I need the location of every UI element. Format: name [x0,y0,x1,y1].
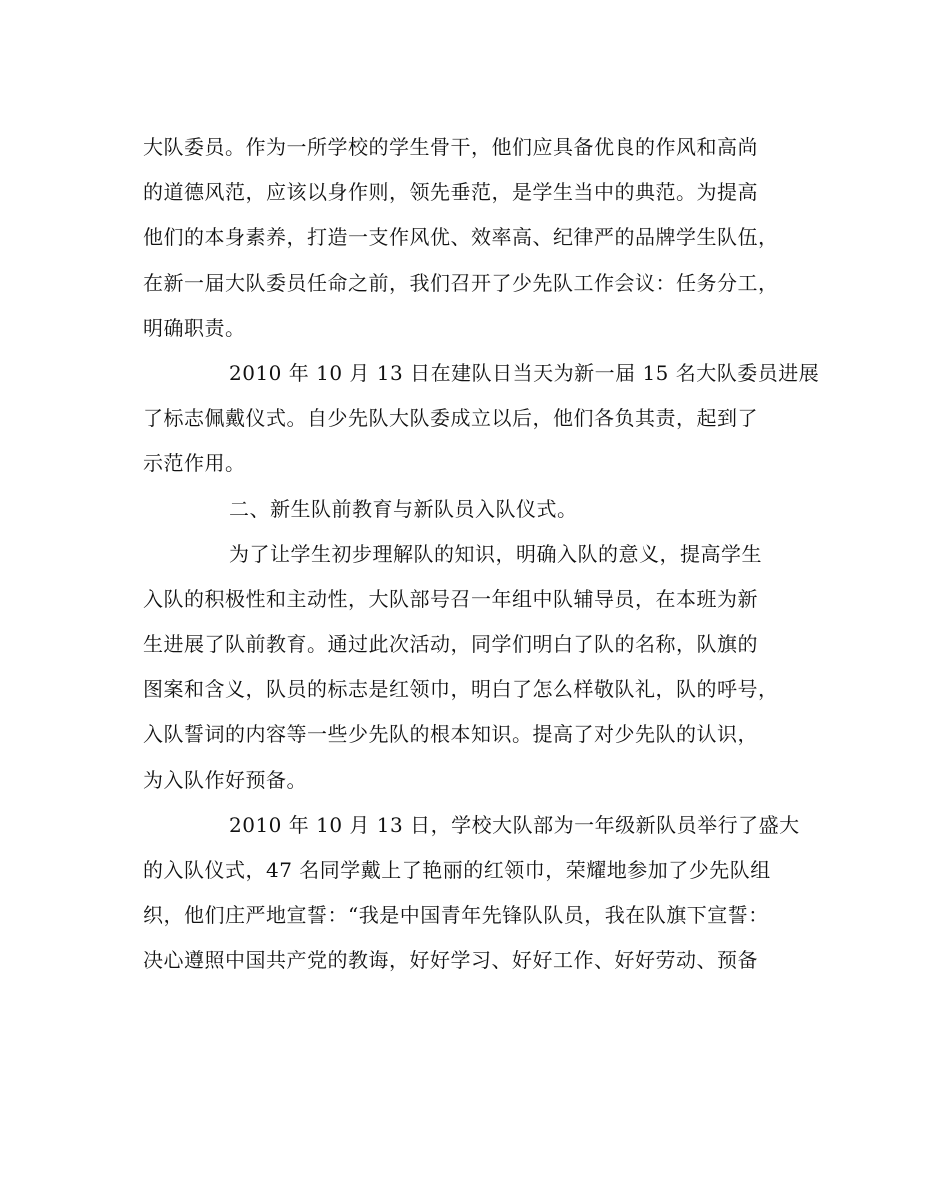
text-line: 了标志佩戴仪式。自少先队大队委成立以后，他们各负其责，起到了 [143,406,758,431]
text-line: 的入队仪式，47 名同学戴上了艳丽的红领巾，荣耀地参加了少先队组 [143,858,771,882]
text-line: 决心遵照中国共产党的教诲，好好学习、好好工作、好好劳动、预备 [143,948,758,973]
text-line: 入队誓词的内容等一些少先队的根本知识。提高了对少先队的认识， [143,722,758,747]
text-line: 示范作用。 [143,451,246,476]
paragraph-first-line: 2010 年 10 月 13 日在建队日当天为新一届 15 名大队委员进展 [229,360,820,385]
text-line: 为入队作好预备。 [143,767,307,792]
document-body [143,125,820,984]
text-line: 的道德风范，应该以身作则，领先垂范，是学生当中的典范。为提高 [143,180,758,205]
text-line: 大队委员。作为一所学校的学生骨干，他们应具备优良的作风和高尚 [143,135,758,159]
text-line: 图案和含义，队员的标志是红领巾，明白了怎么样敬队礼，队的呼号， [143,677,779,702]
section-heading: 二、新生队前教育与新队员入队仪式。 [229,496,578,521]
text-line: 他们的本身素养，打造一支作风优、效率高、纪律严的品牌学生队伍， [143,225,779,250]
text-line: 明确职责。 [143,315,246,340]
text-line: 生进展了队前教育。通过此次活动，同学们明白了队的名称，队旗的 [143,632,758,657]
text-line: 织，他们庄严地宣誓：“我是中国青年先锋队队员，我在队旗下宣誓： [143,903,769,928]
paragraph-first-line: 2010 年 10 月 13 日，学校大队部为一年级新队员举行了盛大 [229,812,800,837]
text-line: 入队的积极性和主动性，大队部号召一年组中队辅导员，在本班为新 [143,586,758,611]
paragraph-first-line: 为了让学生初步理解队的知识，明确入队的意义，提高学生 [229,541,762,566]
text-line: 在新一届大队委员任命之前，我们召开了少先队工作会议：任务分工， [143,270,779,295]
